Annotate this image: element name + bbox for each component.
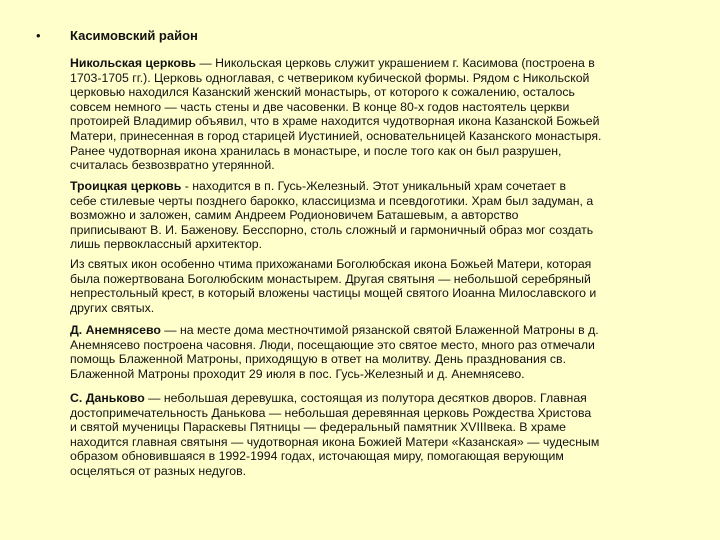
paragraph-text: Из святых икон особенно чтима прихожанами Боголюбская икона Божьей Матери, которая была пожертвована Боголюбским монастырем. Другая святыня — небольшой серебряный непрестольный крест, в который вложены частицы мощей святого Иоанна Милославского и других святых.: [70, 257, 597, 315]
paragraph-title: С. Даньково: [70, 391, 145, 405]
paragraph-nikolskaya: [70, 56, 710, 173]
paragraph-icons: [70, 257, 710, 315]
bullet-marker: •: [36, 28, 41, 43]
paragraph-text: — Никольская церковь служит украшением г. Касимова (построена в 1703-1705 гг.). Церковь одноглавая, с четвериком кубической формы. Рядом с Никольской церковью находился Казанский женский монастырь, от которого к сожалению, осталось совсем немного — часть стены и две часовенки. В конце 80-х годов настоятель церкви протоирей Владимир объявил, что в храме находится чудотворная икона Казанской Божьей Матери, принесенная в город старицей Иустинией, основательницей Казанского монастыря. Ранее чудотворная икона хранилась в монастыре, и после того как он был разрушен, считалась безвозвратно утерянной.: [70, 56, 602, 173]
paragraph-text: — на месте дома местночтимой рязанской святой Блаженной Матроны в д. Анемнясево построена часовня. Люди, посещающие это святое место, много раз отмечали помощь Блаженной Матроны, приходящую в ответ на молитву. День празднования св. Блаженной Матроны проходит 29 июля в пос. Гусь-Железный и д. Анемнясево.: [70, 323, 599, 381]
slide-heading: Касимовский район: [70, 28, 198, 43]
paragraph-title: Троицкая церковь: [70, 179, 182, 193]
paragraph-dankovo: [70, 391, 710, 479]
paragraph-title: Никольская церковь: [70, 56, 196, 70]
paragraph-title: Д. Анемнясево: [70, 323, 161, 337]
paragraph-anemnyasevo: [70, 323, 710, 381]
paragraph-text: - находится в п. Гусь-Железный. Этот уникальный храм сочетает в себе стилевые черты позднего барокко, классицизма и псевдоготики. Храм был задуман, а возможно и заложен, самим Андреем Родионовичем Баташевым, а авторство приписывают В. И. Баженову. Бесспорно, столь сложный и гармоничный образ мог создать лишь первоклассный архитектор.: [70, 179, 594, 252]
paragraph-troitskaya: [70, 179, 710, 252]
paragraph-text: — небольшая деревушка, состоящая из полутора десятков дворов. Главная достопримечательность Данькова — небольшая деревянная церковь Рождества Христова и святой мученицы Параскевы Пятницы — федеральный памятник XVIIIвека. В храме находится главная святыня — чудотворная икона Божией Матери «Казанская» — чудесным образом обновившаяся в 1992-1994 годах, источающая миру, помогающая верующим осцеляться от разных недугов.: [70, 391, 600, 478]
